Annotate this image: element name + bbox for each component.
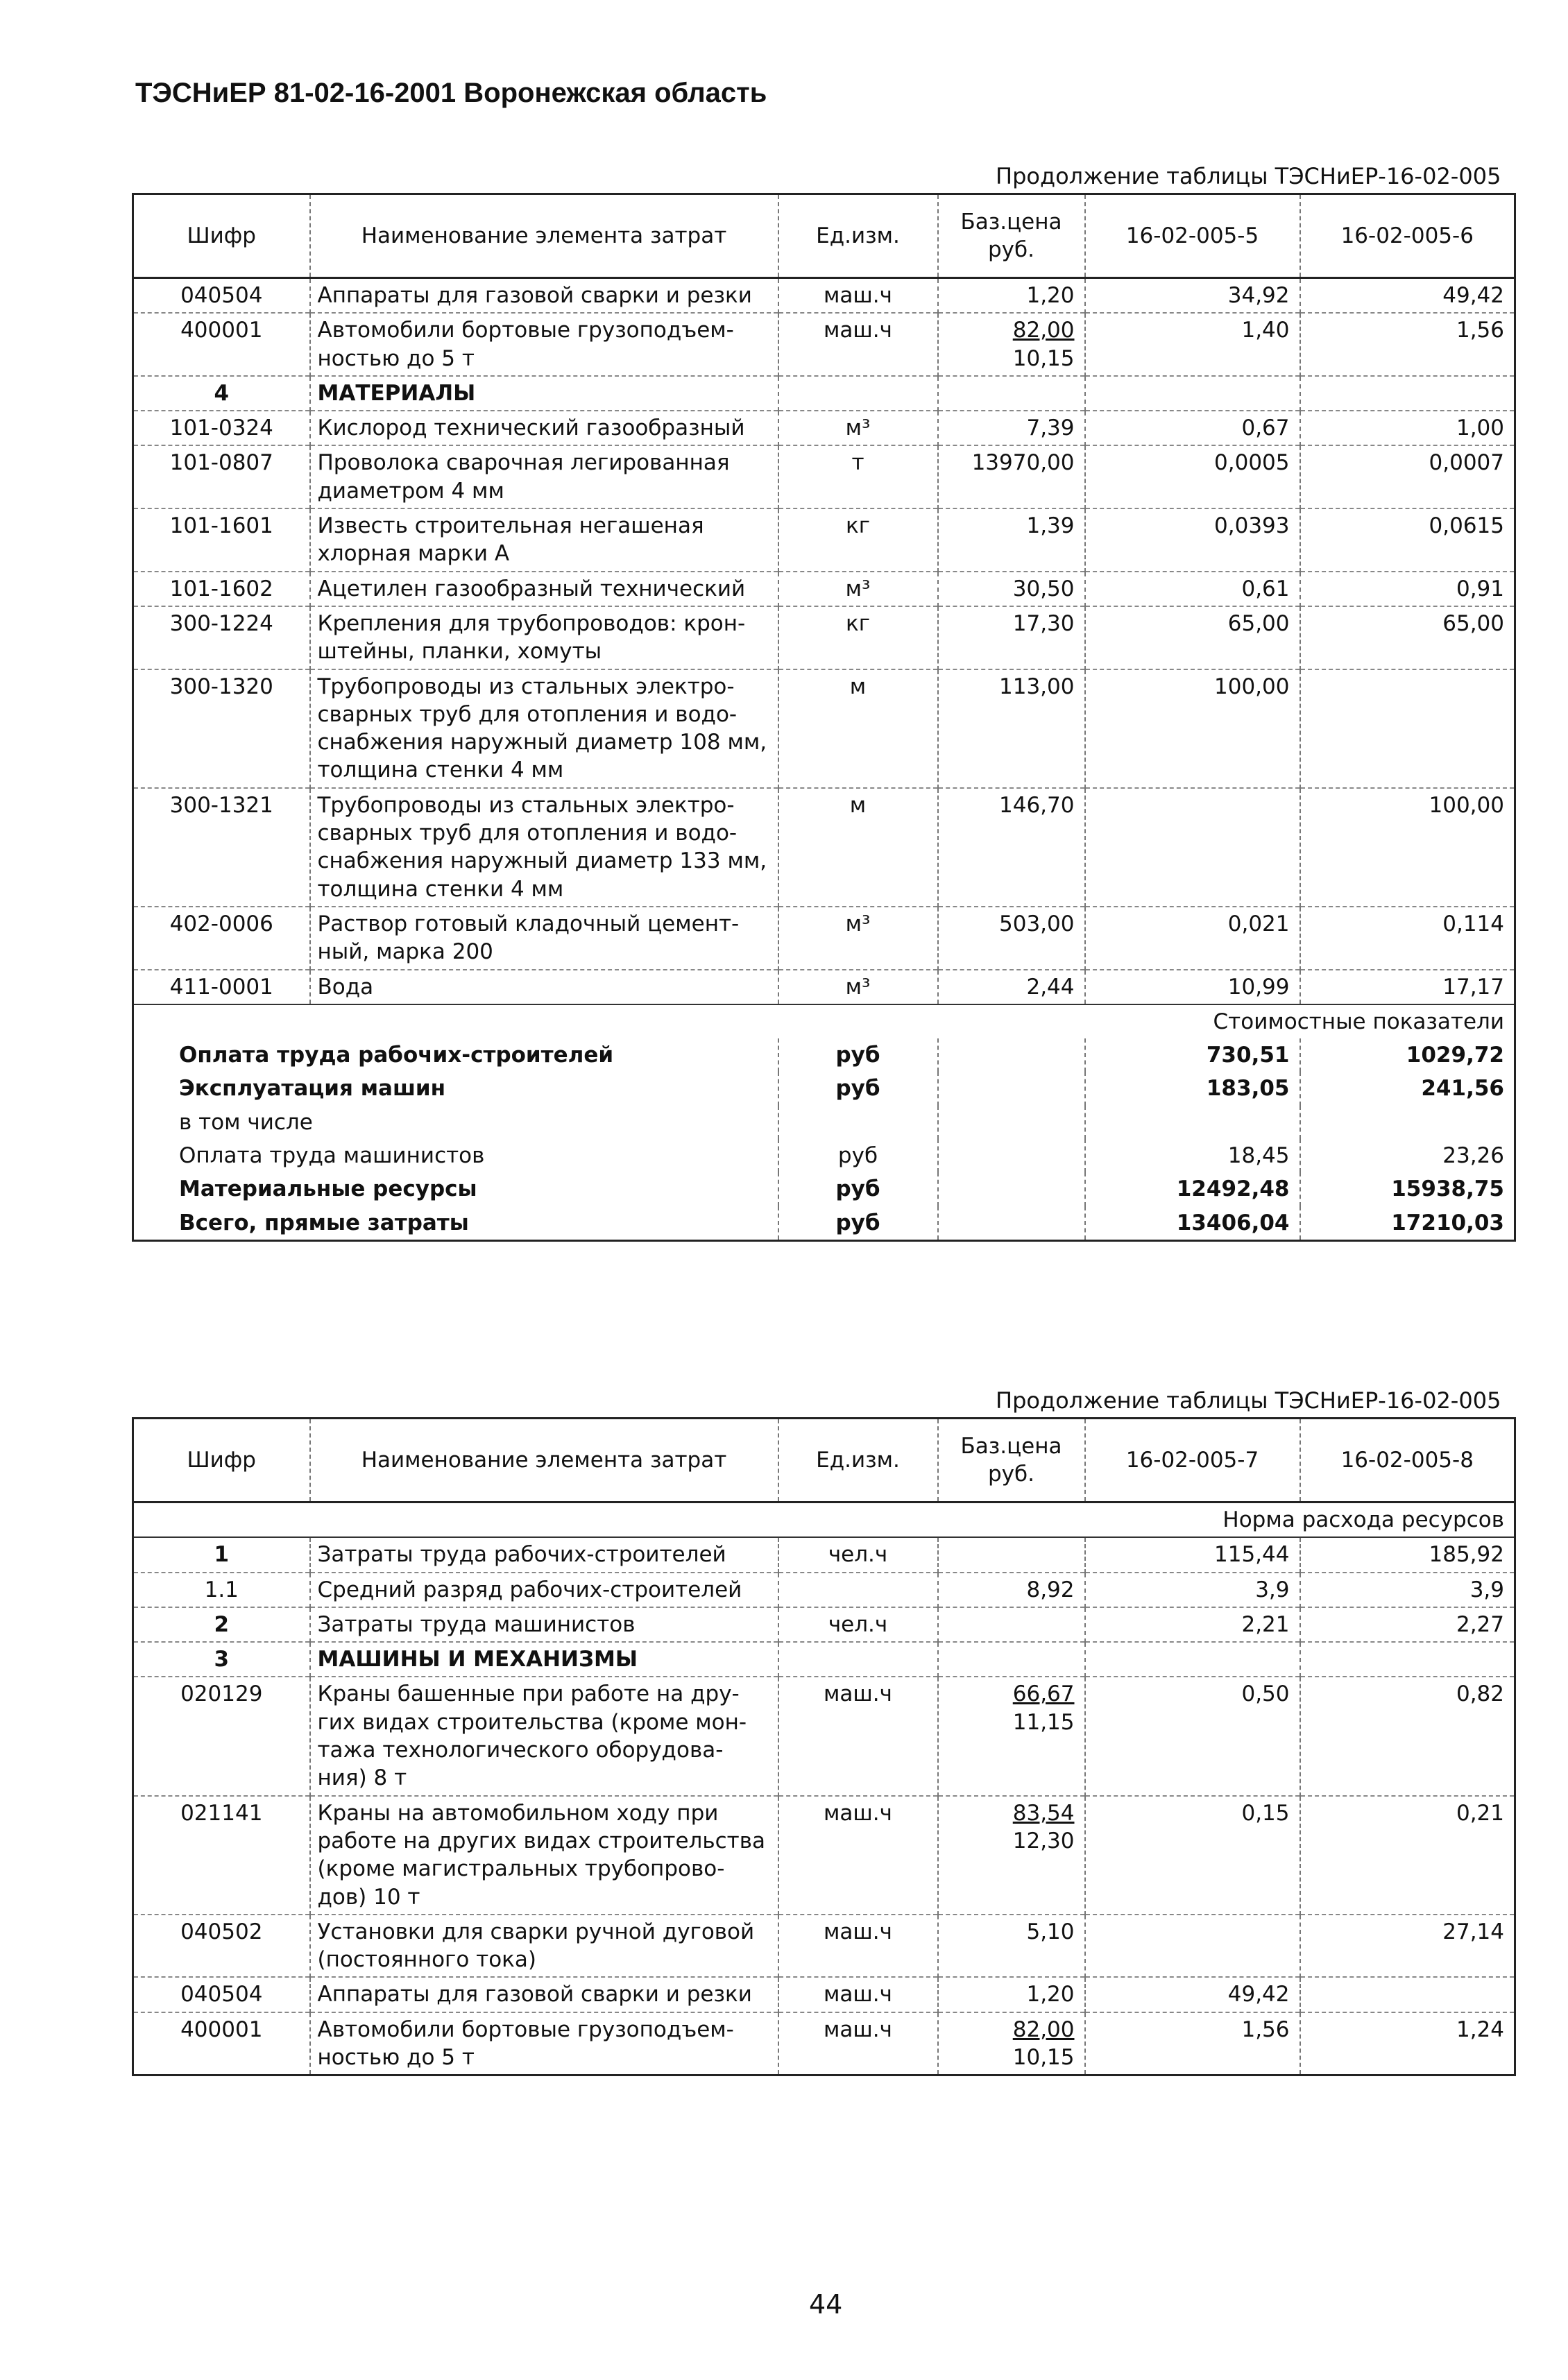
row-name: МАШИНЫ И МЕХАНИЗМЫ bbox=[310, 1642, 778, 1677]
header-name: Наименование элемента затрат bbox=[310, 1419, 778, 1503]
totals-row bbox=[133, 1206, 1515, 1241]
table1-continuation-label: Продолжение таблицы ТЭСНиЕР-16-02-005 bbox=[996, 163, 1501, 189]
row-name: Краны на автомобильном ходу при работе на других видах строительства (кроме магистральных трубопрово-дов) 10 т bbox=[310, 1796, 778, 1915]
row-name: Средний разряд рабочих-строителей bbox=[310, 1573, 778, 1607]
totals-label: Оплата труда рабочих-строителей bbox=[179, 1043, 614, 1068]
row-price-base: 17,30 bbox=[1012, 610, 1075, 636]
totals-unit bbox=[778, 1106, 938, 1139]
row-variant-1 bbox=[1085, 1642, 1300, 1677]
row-price bbox=[938, 1607, 1085, 1642]
table-row bbox=[133, 278, 1515, 314]
row-name: Автомобили бортовые грузоподъем-ностью до 5 т bbox=[310, 2012, 778, 2075]
totals-variant-2: 17210,03 bbox=[1300, 1206, 1515, 1241]
row-unit: маш.ч bbox=[778, 313, 938, 376]
row-variant-2: 1,56 bbox=[1300, 313, 1515, 376]
row-name: Трубопроводы из стальных электро-сварных труб для отопления и водо-снабжения наружный диаметр 108 мм, толщина стенки 4 мм bbox=[310, 669, 778, 788]
row-variant-1: 100,00 bbox=[1085, 669, 1300, 788]
row-variant-2: 0,91 bbox=[1300, 572, 1515, 606]
totals-variant-2: 15938,75 bbox=[1300, 1172, 1515, 1206]
row-price-base: 82,00 bbox=[1012, 318, 1075, 343]
header-unit: Ед.изм. bbox=[778, 1419, 938, 1503]
row-unit: маш.ч bbox=[778, 2012, 938, 2075]
row-unit: маш.ч bbox=[778, 1915, 938, 1978]
row-price-base: 113,00 bbox=[999, 674, 1075, 699]
row-unit: маш.ч bbox=[778, 1977, 938, 2012]
row-name: Вода bbox=[310, 970, 778, 1004]
table-row bbox=[133, 1677, 1515, 1795]
row-code: 300-1321 bbox=[133, 788, 310, 907]
row-name: МАТЕРИАЛЫ bbox=[310, 376, 778, 411]
row-price bbox=[938, 1977, 1085, 2012]
row-variant-2: 49,42 bbox=[1300, 278, 1515, 314]
header-variant-2: 16-02-005-6 bbox=[1300, 194, 1515, 278]
row-price bbox=[938, 445, 1085, 508]
row-price bbox=[938, 1677, 1085, 1795]
row-name: Аппараты для газовой сварки и резки bbox=[310, 1977, 778, 2012]
totals-unit: руб bbox=[778, 1172, 938, 1206]
totals-variant-1: 18,45 bbox=[1085, 1139, 1300, 1172]
header-price bbox=[938, 1419, 1085, 1503]
row-variant-1: 0,67 bbox=[1085, 411, 1300, 445]
table-row bbox=[133, 1642, 1515, 1677]
row-variant-1: 115,44 bbox=[1085, 1537, 1300, 1572]
row-unit: м³ bbox=[778, 970, 938, 1004]
row-variant-1: 65,00 bbox=[1085, 606, 1300, 669]
row-unit: м³ bbox=[778, 411, 938, 445]
row-price bbox=[938, 1796, 1085, 1915]
row-price bbox=[938, 788, 1085, 907]
row-variant-2: 0,0007 bbox=[1300, 445, 1515, 508]
row-price-base: 503,00 bbox=[999, 911, 1075, 936]
row-variant-2: 27,14 bbox=[1300, 1915, 1515, 1978]
row-variant-1 bbox=[1085, 376, 1300, 411]
row-variant-1: 0,61 bbox=[1085, 572, 1300, 606]
row-unit: маш.ч bbox=[778, 1677, 938, 1795]
row-variant-1: 0,50 bbox=[1085, 1677, 1300, 1795]
header-price-top: Баз.цена bbox=[960, 209, 1062, 234]
row-unit: м³ bbox=[778, 572, 938, 606]
header-price-bottom: руб. bbox=[988, 1462, 1034, 1487]
table-row bbox=[133, 907, 1515, 970]
row-name: Краны башенные при работе на дру-гих видах строительства (кроме мон-тажа технологического оборудова-ния) 8 т bbox=[310, 1677, 778, 1795]
row-name: Автомобили бортовые грузоподъем-ностью до 5 т bbox=[310, 313, 778, 376]
table2-resources bbox=[132, 1417, 1516, 2076]
row-variant-1: 0,15 bbox=[1085, 1796, 1300, 1915]
totals-price-blank bbox=[938, 1038, 1085, 1072]
row-price-base: 1,20 bbox=[1026, 1982, 1075, 2007]
row-code: 021141 bbox=[133, 1796, 310, 1915]
totals-row bbox=[133, 1072, 1515, 1105]
row-variant-1: 0,021 bbox=[1085, 907, 1300, 970]
row-name: Проволока сварочная легированная диаметром 4 мм bbox=[310, 445, 778, 508]
row-variant-2: 0,82 bbox=[1300, 1677, 1515, 1795]
row-code: 300-1224 bbox=[133, 606, 310, 669]
totals-variant-2: 1029,72 bbox=[1300, 1038, 1515, 1072]
page-number: 44 bbox=[809, 2289, 843, 2320]
table-row bbox=[133, 1537, 1515, 1572]
header-name: Наименование элемента затрат bbox=[310, 194, 778, 278]
row-variant-1: 3,9 bbox=[1085, 1573, 1300, 1607]
row-code: 1 bbox=[214, 1542, 230, 1568]
row-code: 101-0807 bbox=[133, 445, 310, 508]
row-unit: кг bbox=[778, 606, 938, 669]
row-variant-2: 1,00 bbox=[1300, 411, 1515, 445]
row-variant-2: 2,27 bbox=[1300, 1607, 1515, 1642]
row-name: Крепления для трубопроводов: крон-штейны, планки, хомуты bbox=[310, 606, 778, 669]
row-name: Раствор готовый кладочный цемент-ный, марка 200 bbox=[310, 907, 778, 970]
table-row bbox=[133, 445, 1515, 508]
row-name: Ацетилен газообразный технический bbox=[310, 572, 778, 606]
totals-variant-1: 12492,48 bbox=[1085, 1172, 1300, 1206]
table-row bbox=[133, 411, 1515, 445]
row-unit: м bbox=[778, 669, 938, 788]
row-unit: чел.ч bbox=[778, 1537, 938, 1572]
table-row bbox=[133, 376, 1515, 411]
row-price bbox=[938, 606, 1085, 669]
row-variant-2 bbox=[1300, 376, 1515, 411]
table-row bbox=[133, 572, 1515, 606]
totals-label: Оплата труда машинистов bbox=[179, 1143, 485, 1169]
row-price-wage: 10,15 bbox=[1012, 345, 1075, 371]
row-variant-1 bbox=[1085, 788, 1300, 907]
table-row bbox=[133, 313, 1515, 376]
totals-unit: руб bbox=[778, 1139, 938, 1172]
row-price-base: 7,39 bbox=[1026, 416, 1075, 441]
totals-label: Эксплуатация машин bbox=[179, 1076, 446, 1102]
totals-variant-1: 13406,04 bbox=[1085, 1206, 1300, 1241]
row-price-base: 2,44 bbox=[1026, 974, 1075, 1000]
table-row bbox=[133, 788, 1515, 907]
row-variant-1: 10,99 bbox=[1085, 970, 1300, 1004]
cost-caption: Стоимостные показатели bbox=[133, 1004, 1515, 1038]
totals-row bbox=[133, 1139, 1515, 1172]
row-code: 3 bbox=[133, 1642, 310, 1677]
row-price bbox=[938, 1642, 1085, 1677]
header-code: Шифр bbox=[133, 194, 310, 278]
totals-label: Материальные ресурсы bbox=[179, 1176, 477, 1202]
row-name: Аппараты для газовой сварки и резки bbox=[310, 278, 778, 314]
totals-variant-2: 23,26 bbox=[1300, 1139, 1515, 1172]
row-code: 020129 bbox=[133, 1677, 310, 1795]
totals-label: Всего, прямые затраты bbox=[179, 1210, 469, 1235]
row-variant-1: 34,92 bbox=[1085, 278, 1300, 314]
table2-continuation-label: Продолжение таблицы ТЭСНиЕР-16-02-005 bbox=[996, 1387, 1501, 1414]
row-code: 400001 bbox=[133, 313, 310, 376]
row-variant-2: 0,21 bbox=[1300, 1796, 1515, 1915]
totals-row bbox=[133, 1038, 1515, 1072]
row-price bbox=[938, 970, 1085, 1004]
header-variant-1: 16-02-005-7 bbox=[1085, 1419, 1300, 1503]
row-variant-1: 1,40 bbox=[1085, 313, 1300, 376]
row-unit bbox=[778, 376, 938, 411]
row-unit: маш.ч bbox=[778, 1796, 938, 1915]
row-unit: м³ bbox=[778, 907, 938, 970]
row-code: 400001 bbox=[133, 2012, 310, 2075]
row-variant-1: 2,21 bbox=[1085, 1607, 1300, 1642]
header-variant-2: 16-02-005-8 bbox=[1300, 1419, 1515, 1503]
table-row bbox=[133, 1607, 1515, 1642]
row-price bbox=[938, 1915, 1085, 1978]
row-price-wage: 11,15 bbox=[1012, 1709, 1075, 1735]
row-price-base: 13970,00 bbox=[971, 450, 1075, 476]
row-price bbox=[938, 508, 1085, 572]
row-price bbox=[938, 313, 1085, 376]
row-variant-2 bbox=[1300, 1642, 1515, 1677]
row-code: 300-1320 bbox=[133, 669, 310, 788]
totals-row bbox=[133, 1172, 1515, 1206]
table-row bbox=[133, 1977, 1515, 2012]
row-variant-2: 65,00 bbox=[1300, 606, 1515, 669]
row-price-base: 5,10 bbox=[1026, 1919, 1075, 1944]
norm-caption: Норма расхода ресурсов bbox=[133, 1503, 1515, 1538]
row-unit: т bbox=[778, 445, 938, 508]
header-variant-1: 16-02-005-5 bbox=[1085, 194, 1300, 278]
row-code: 040502 bbox=[133, 1915, 310, 1978]
row-price-base: 82,00 bbox=[1012, 2017, 1075, 2042]
row-name: Установки для сварки ручной дуговой (постоянного тока) bbox=[310, 1915, 778, 1978]
row-name: Затраты труда машинистов bbox=[310, 1607, 778, 1642]
row-variant-2 bbox=[1300, 669, 1515, 788]
row-variant-2: 3,9 bbox=[1300, 1573, 1515, 1607]
row-code: 101-1601 bbox=[133, 508, 310, 572]
row-variant-2: 0,0615 bbox=[1300, 508, 1515, 572]
row-price bbox=[938, 411, 1085, 445]
totals-variant-2 bbox=[1300, 1106, 1515, 1139]
row-unit bbox=[778, 1573, 938, 1607]
row-unit bbox=[778, 1642, 938, 1677]
row-price bbox=[938, 1537, 1085, 1572]
table1-resources bbox=[132, 193, 1516, 1242]
table2-header-row bbox=[133, 1419, 1515, 1503]
row-code: 101-1602 bbox=[133, 572, 310, 606]
totals-label: в том числе bbox=[179, 1109, 313, 1135]
table-row bbox=[133, 2012, 1515, 2075]
totals-price-blank bbox=[938, 1206, 1085, 1241]
row-name: Известь строительная негашеная хлорная марки А bbox=[310, 508, 778, 572]
cost-caption-row bbox=[133, 1004, 1515, 1038]
row-variant-2: 100,00 bbox=[1300, 788, 1515, 907]
row-variant-2: 1,24 bbox=[1300, 2012, 1515, 2075]
totals-price-blank bbox=[938, 1172, 1085, 1206]
row-variant-1: 1,56 bbox=[1085, 2012, 1300, 2075]
table-row bbox=[133, 606, 1515, 669]
table-row bbox=[133, 1796, 1515, 1915]
row-price bbox=[938, 907, 1085, 970]
row-variant-1 bbox=[1085, 1915, 1300, 1978]
table-row bbox=[133, 1573, 1515, 1607]
row-variant-1: 49,42 bbox=[1085, 1977, 1300, 2012]
row-code: 402-0006 bbox=[133, 907, 310, 970]
row-unit: маш.ч bbox=[778, 278, 938, 314]
row-variant-2 bbox=[1300, 1977, 1515, 2012]
row-price-base: 66,67 bbox=[1012, 1681, 1075, 1707]
totals-unit: руб bbox=[778, 1072, 938, 1105]
row-code: 411-0001 bbox=[133, 970, 310, 1004]
totals-unit: руб bbox=[778, 1038, 938, 1072]
row-price bbox=[938, 376, 1085, 411]
table-row bbox=[133, 1915, 1515, 1978]
row-price-base: 8,92 bbox=[1026, 1577, 1075, 1602]
row-name: Затраты труда рабочих-строителей bbox=[310, 1537, 778, 1572]
row-price-base: 1,39 bbox=[1026, 513, 1075, 539]
row-variant-1: 0,0005 bbox=[1085, 445, 1300, 508]
row-code: 4 bbox=[133, 376, 310, 411]
row-variant-1: 0,0393 bbox=[1085, 508, 1300, 572]
header-unit: Ед.изм. bbox=[778, 194, 938, 278]
row-variant-2: 0,114 bbox=[1300, 907, 1515, 970]
header-code: Шифр bbox=[133, 1419, 310, 1503]
row-price bbox=[938, 572, 1085, 606]
header-price-top: Баз.цена bbox=[960, 1433, 1062, 1459]
row-price bbox=[938, 278, 1085, 314]
row-unit: кг bbox=[778, 508, 938, 572]
row-variant-2: 185,92 bbox=[1300, 1537, 1515, 1572]
totals-row bbox=[133, 1106, 1515, 1139]
totals-variant-1 bbox=[1085, 1106, 1300, 1139]
totals-unit: руб bbox=[778, 1206, 938, 1241]
row-price-base: 30,50 bbox=[1012, 576, 1075, 601]
norm-caption-row bbox=[133, 1503, 1515, 1538]
totals-variant-2: 241,56 bbox=[1300, 1072, 1515, 1105]
totals-price-blank bbox=[938, 1106, 1085, 1139]
table-row bbox=[133, 970, 1515, 1004]
row-name: Трубопроводы из стальных электро-сварных труб для отопления и водо-снабжения наружный диаметр 133 мм, толщина стенки 4 мм bbox=[310, 788, 778, 907]
row-unit: м bbox=[778, 788, 938, 907]
totals-variant-1: 183,05 bbox=[1085, 1072, 1300, 1105]
table1-header-row bbox=[133, 194, 1515, 278]
header-price bbox=[938, 194, 1085, 278]
row-code: 1.1 bbox=[133, 1573, 310, 1607]
totals-price-blank bbox=[938, 1072, 1085, 1105]
totals-variant-1: 730,51 bbox=[1085, 1038, 1300, 1072]
row-price-base: 146,70 bbox=[999, 792, 1075, 818]
row-price bbox=[938, 2012, 1085, 2075]
row-code: 101-0324 bbox=[133, 411, 310, 445]
table-row bbox=[133, 508, 1515, 572]
row-variant-2: 17,17 bbox=[1300, 970, 1515, 1004]
row-code: 040504 bbox=[133, 1977, 310, 2012]
header-price-bottom: руб. bbox=[988, 237, 1034, 262]
row-price-wage: 12,30 bbox=[1012, 1828, 1075, 1854]
totals-price-blank bbox=[938, 1139, 1085, 1172]
row-code: 040504 bbox=[180, 283, 263, 308]
row-name: Кислород технический газообразный bbox=[310, 411, 778, 445]
row-price bbox=[938, 669, 1085, 788]
row-price-base: 83,54 bbox=[1012, 1800, 1075, 1826]
row-price-wage: 10,15 bbox=[1012, 2045, 1075, 2071]
row-price bbox=[938, 1573, 1085, 1607]
document-title: ТЭСНиЕР 81-02-16-2001 Воронежская область bbox=[135, 78, 767, 108]
table-row bbox=[133, 669, 1515, 788]
row-price-base: 1,20 bbox=[1026, 283, 1075, 308]
row-unit: чел.ч bbox=[778, 1607, 938, 1642]
row-code: 2 bbox=[133, 1607, 310, 1642]
